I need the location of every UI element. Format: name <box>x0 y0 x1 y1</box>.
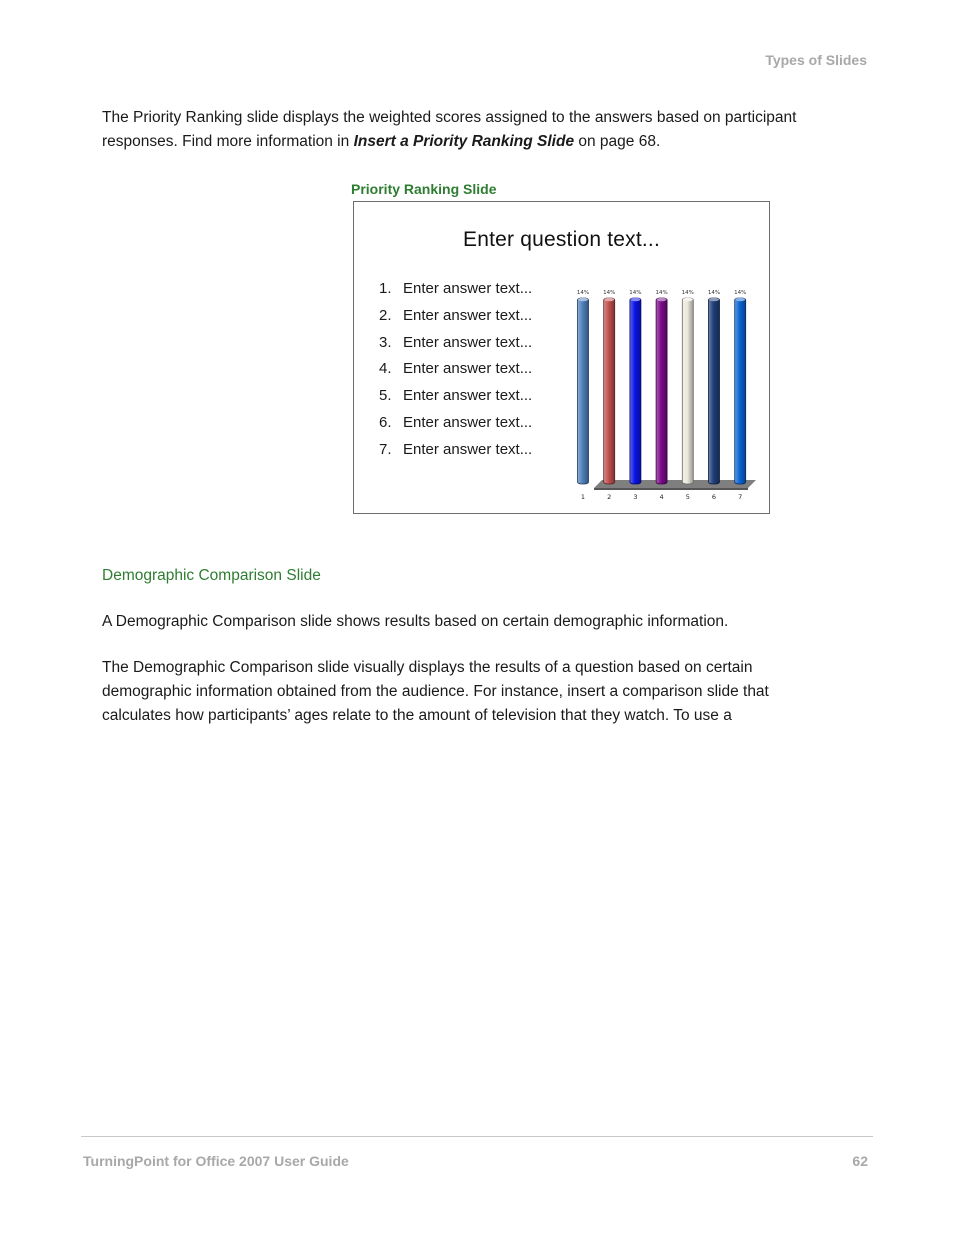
chart-data-label: 14% <box>576 290 590 296</box>
chart-tick-label: 2 <box>607 493 612 501</box>
chart-bar <box>709 298 720 484</box>
cross-reference-link[interactable]: Insert a Priority Ranking Slide <box>353 133 575 150</box>
running-header: Types of Slides <box>765 52 867 68</box>
intro-text-after: on page 68. <box>574 133 661 150</box>
chart-data-label: 14% <box>629 290 642 296</box>
chart-bar <box>735 298 746 484</box>
chart-bar-cap <box>683 298 693 302</box>
chart-data-label: 14% <box>681 290 694 296</box>
chart-bar-cap <box>630 298 640 302</box>
chart-bar <box>604 298 615 484</box>
slide-preview <box>353 201 770 514</box>
slide-question-title: Enter question text... <box>462 228 660 251</box>
answer-number: 4. <box>379 360 392 378</box>
answer-text: Enter answer text... <box>403 440 533 458</box>
answer-text: Enter answer text... <box>403 333 533 351</box>
section-paragraph-1: A Demographic Comparison slide shows results based on certain demographic information. <box>102 613 729 630</box>
chart-data-label: 14% <box>734 290 747 296</box>
chart-floor-edge <box>594 488 748 490</box>
answer-number: 6. <box>379 413 392 431</box>
priority-ranking-bar-chart <box>354 202 771 515</box>
chart-bar-cap <box>735 298 745 302</box>
section-heading: Demographic Comparison Slide <box>102 567 321 584</box>
chart-bar-cap <box>709 298 719 302</box>
footer-divider <box>81 1136 873 1137</box>
chart-data-label: 14% <box>603 290 616 296</box>
answer-text: Enter answer text... <box>403 387 533 405</box>
intro-text-before: The Priority Ranking slide displays the weighted scores assigned to the answers based on participant responses. Find more information in <box>102 109 797 150</box>
chart-data-label: 14% <box>707 290 721 296</box>
chart-bar-cap <box>604 298 614 302</box>
chart-tick-label: 7 <box>738 493 743 501</box>
chart-tick-label: 4 <box>659 493 664 501</box>
chart-bar <box>630 298 641 484</box>
chart-bar-cap <box>578 298 588 302</box>
chart-tick-label: 5 <box>685 493 690 501</box>
chart-bar <box>578 298 589 484</box>
answer-text: Enter answer text... <box>403 360 533 378</box>
answer-number: 1. <box>379 280 392 297</box>
answer-text: Enter answer text... <box>403 306 533 324</box>
answer-number: 7. <box>379 440 392 458</box>
figure-caption: Priority Ranking Slide <box>351 181 497 197</box>
chart-bar <box>682 298 693 484</box>
intro-paragraph <box>102 106 842 154</box>
answer-text: Enter answer text... <box>403 413 533 431</box>
section-paragraph-2: The Demographic Comparison slide visually displays the results of a question based on certain demographic information obtained from the audience. For instance, insert a comparison slide that calculates how participants’ ages relate to the amount of television that they watch. To use a <box>102 659 769 724</box>
chart-bar <box>656 298 667 484</box>
answer-text: Enter answer text... <box>403 280 533 297</box>
chart-tick-label: 6 <box>711 493 717 501</box>
chart-floor <box>594 480 756 488</box>
chart-tick-label: 3 <box>633 493 638 501</box>
page-number: 62 <box>852 1153 868 1169</box>
footer-title: TurningPoint for Office 2007 User Guide <box>83 1153 349 1169</box>
answer-number: 5. <box>379 387 392 405</box>
answer-number: 2. <box>379 306 392 324</box>
chart-bar-cap <box>657 298 667 302</box>
chart-tick-label: 1 <box>580 493 586 501</box>
answer-number: 3. <box>379 333 392 351</box>
chart-data-label: 14% <box>655 290 668 296</box>
